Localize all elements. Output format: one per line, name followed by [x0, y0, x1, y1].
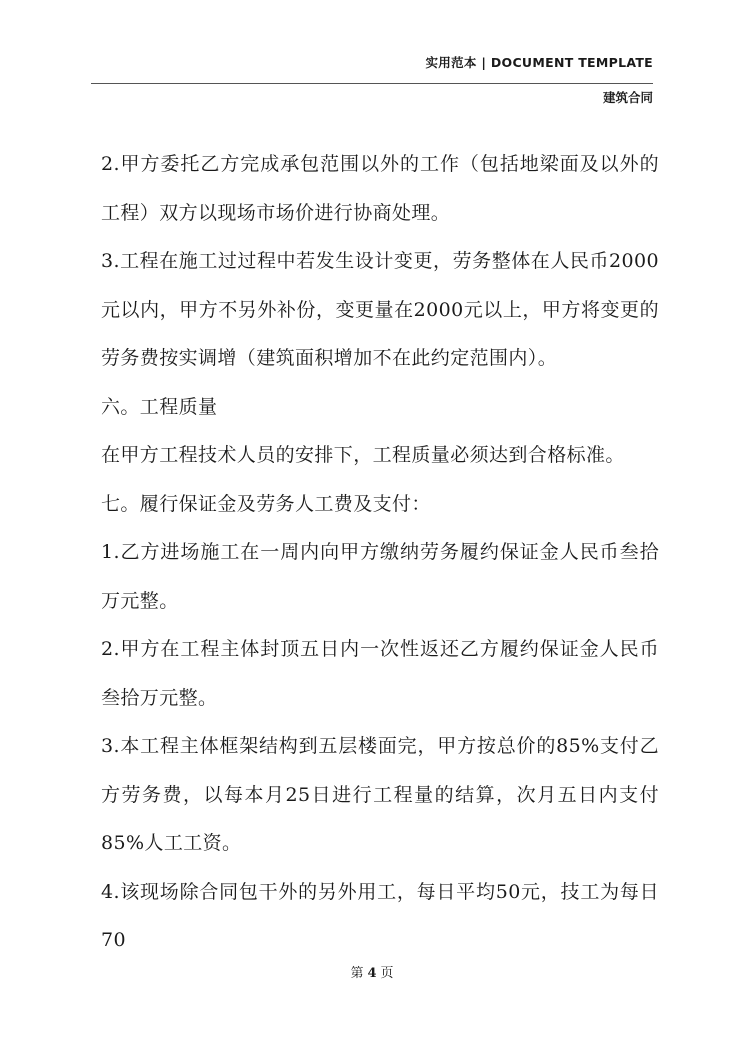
page-number: 4 [367, 966, 377, 981]
header-category: 建筑合同 [602, 90, 653, 105]
paragraph-payment-4: 4.该现场除合同包干外的另外用工，每日平均50元，技工为每日70 [101, 880, 659, 951]
section-heading-payment: 七。履行保证金及劳务人工费及支付： [101, 492, 431, 515]
header-brand: 实用范本 | DOCUMENT TEMPLATE [425, 55, 653, 70]
paragraph-quality-standard: 在甲方工程技术人员的安排下，工程质量必须达到合格标准。 [101, 444, 625, 466]
page-footer [0, 962, 744, 981]
footer-suffix: 页 [380, 966, 394, 981]
section-heading-quality: 六。工程质量 [101, 395, 218, 418]
paragraph-2: 2.甲方委托乙方完成承包范围以外的工作（包括地梁面及以外的工程）双方以现场市场价进行协商处理。 [101, 153, 659, 224]
paragraph-payment-2: 2.甲方在工程主体封顶五日内一次性返还乙方履约保证金人民币叁拾万元整。 [101, 638, 659, 709]
header-divider [91, 83, 653, 84]
paragraph-3: 3.工程在施工过过程中若发生设计变更，劳务整体在人民币2000元以内，甲方不另外补份，变更量在2000元以上，甲方将变更的劳务费按实调增（建筑面积增加不在此约定范围内）。 [101, 250, 659, 369]
paragraph-payment-3: 3.本工程主体框架结构到五层楼面完，甲方按总价的85%支付乙方劳务费，以每本月25日进行工程量的结算，次月五日内支付85%人工工资。 [101, 735, 659, 854]
document-body [101, 140, 659, 965]
paragraph-payment-1: 1.乙方进场施工在一周内向甲方缴纳劳务履约保证金人民币叁拾万元整。 [101, 541, 659, 612]
footer-prefix: 第 [350, 966, 364, 981]
